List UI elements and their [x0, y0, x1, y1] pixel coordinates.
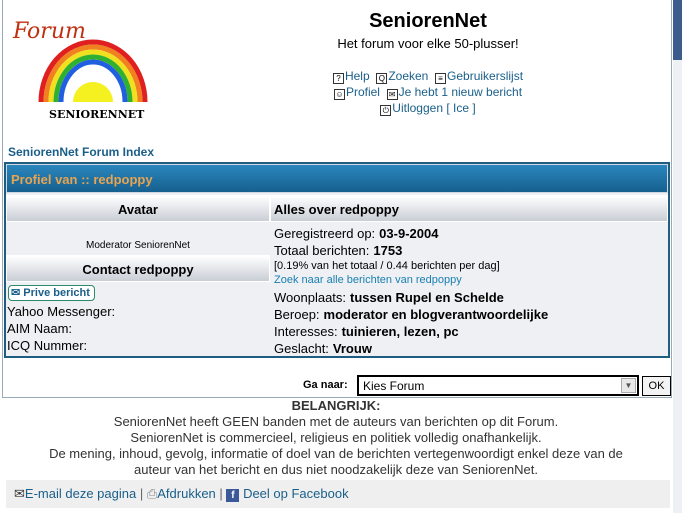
site-title: SeniorenNet	[369, 10, 487, 32]
location-row	[274, 289, 504, 306]
facebook-icon: f	[226, 489, 239, 502]
gender-row	[274, 340, 372, 357]
nav-help[interactable]	[333, 69, 370, 83]
svg-text:Forum: Forum	[13, 19, 86, 44]
ok-button[interactable]: OK	[642, 376, 671, 396]
rank: Moderator SeniorenNet	[86, 240, 190, 251]
contact-header: Contact redpoppy	[6, 255, 270, 282]
forum-select-value: Kies Forum	[363, 379, 425, 393]
registered-row	[274, 225, 438, 242]
logout-label: Uitloggen [ Ice ]	[392, 101, 476, 115]
facebook-label: Deel op Facebook	[243, 486, 349, 501]
interests-label: Interesses:	[274, 324, 338, 339]
disclaimer-line: SeniorenNet is commercieel, religieus en politiek volledig onafhankelijk.	[130, 430, 542, 445]
site-subtitle: Het forum voor elke 50-plusser!	[337, 36, 519, 51]
interests-value: tuinieren, lezen, pc	[341, 324, 459, 339]
jump-label: Ga naar:	[303, 379, 348, 391]
breadcrumb[interactable]: SeniorenNet Forum Index	[8, 145, 155, 159]
interests-row	[274, 323, 459, 340]
messages-label: Je hebt 1 nieuw bericht	[398, 85, 523, 99]
chevron-down-icon[interactable]: ▼	[621, 378, 636, 393]
gender-label: Geslacht:	[274, 341, 329, 356]
profile-table	[4, 162, 670, 358]
nav-logout[interactable]	[380, 101, 475, 115]
members-label: Gebruikerslijst	[447, 69, 524, 83]
posts-row	[274, 242, 402, 259]
search-label: Zoeken	[388, 69, 429, 83]
list-icon: ≡	[435, 73, 446, 84]
search-posts-link[interactable]: Zoek naar alle berichten van redpoppy	[274, 274, 462, 286]
top-nav	[253, 68, 603, 116]
disclaimer	[0, 398, 672, 478]
registered-label: Geregistreerd op:	[274, 226, 376, 241]
posts-value: 1753	[373, 243, 403, 258]
help-icon: ?	[333, 73, 344, 84]
nav-messages[interactable]	[387, 85, 522, 99]
nav-search[interactable]	[376, 69, 428, 83]
printer-icon: ⎙	[146, 486, 158, 501]
location-value: tussen Rupel en Schelde	[350, 290, 504, 305]
post-stats: [0.19% van het totaal / 0.44 berichten per dag]	[274, 260, 500, 272]
yahoo-label: Yahoo Messenger:	[7, 304, 116, 319]
disclaimer-line: SeniorenNet heeft GEEN banden met de auteurs van berichten op dit Forum.	[113, 414, 559, 429]
scrollbar[interactable]	[673, 0, 682, 513]
print-label: Afdrukken	[157, 486, 216, 501]
envelope-icon: ✉	[14, 486, 25, 501]
avatar-header: Avatar	[6, 195, 270, 222]
occupation-row	[274, 306, 548, 323]
disclaimer-heading: BELANGRIJK:	[291, 398, 381, 413]
facebook-link[interactable]	[226, 486, 348, 501]
private-message-button[interactable]	[8, 285, 95, 301]
forum-select[interactable]	[357, 375, 639, 396]
occupation-label: Beroep:	[274, 307, 320, 322]
left-column	[6, 222, 270, 356]
gender-value: Vrouw	[332, 341, 372, 356]
email-page-link[interactable]	[14, 486, 136, 501]
location-label: Woonplaats:	[274, 290, 347, 305]
svg-text:SENIORENNET: SENIORENNET	[49, 108, 145, 121]
pm-icon: ✉	[11, 287, 24, 299]
icq-label: ICQ Nummer:	[7, 338, 88, 353]
logout-icon: ⏻	[380, 105, 391, 116]
registered-value: 03-9-2004	[379, 226, 439, 241]
footer: ✉E-mail deze pagina | ⎙Afdrukken | f Deel op Facebook	[6, 480, 670, 508]
search-icon: Q	[376, 73, 387, 84]
nav-members[interactable]	[435, 69, 523, 83]
help-label: Help	[344, 69, 370, 83]
aim-label: AIM Naam:	[7, 321, 73, 336]
email-label: E-mail deze pagina	[24, 486, 137, 501]
pm-label: Prive bericht	[23, 287, 90, 299]
occupation-value: moderator en blogverantwoordelijke	[323, 307, 549, 322]
print-link[interactable]	[147, 486, 216, 501]
profile-label: Profiel	[345, 85, 380, 99]
posts-label: Totaal berichten:	[274, 243, 370, 258]
message-icon: ✉	[387, 89, 398, 100]
profile-title: Profiel van :: redpoppy	[6, 164, 668, 193]
disclaimer-line: De mening, inhoud, gevolg, informatie of doel van de berichten vertegenwoordigt enkel deze van de	[49, 446, 623, 461]
forum-logo	[11, 14, 161, 124]
nav-profile[interactable]	[334, 85, 380, 99]
disclaimer-line: auteur van het bericht en dus niet noodzakelijk deze van SeniorenNet.	[134, 462, 538, 477]
user-icon: ☺	[335, 90, 344, 99]
about-header: Alles over redpoppy	[270, 195, 668, 222]
